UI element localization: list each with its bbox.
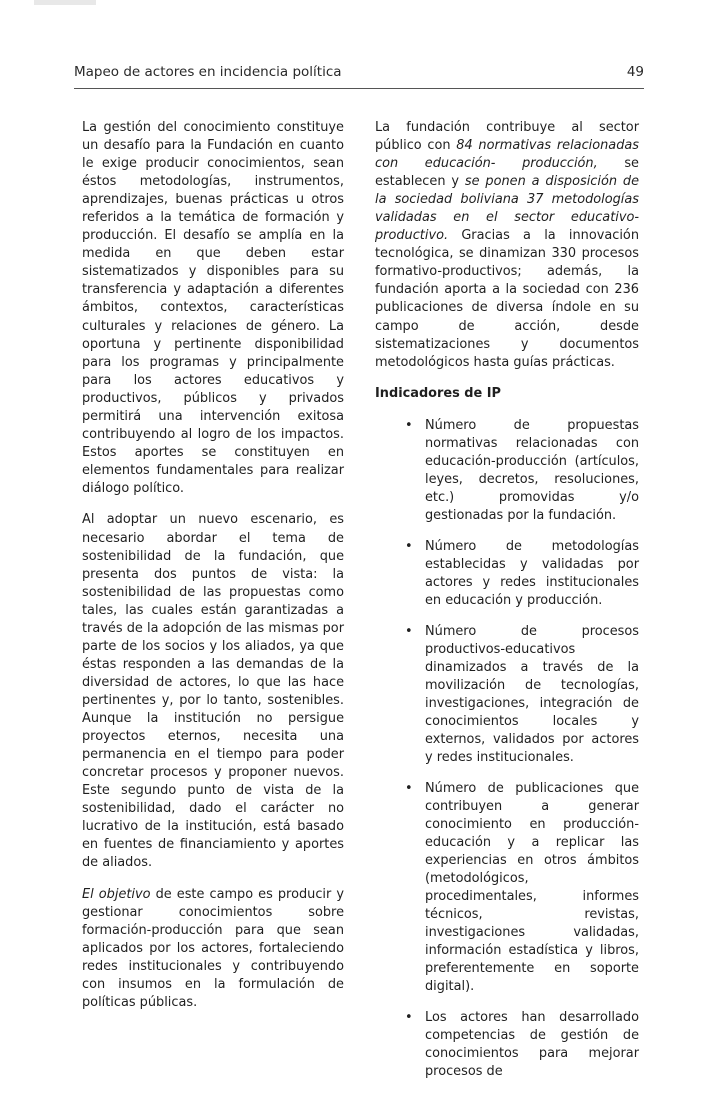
indicator-item	[375, 538, 639, 610]
contribution-emphasis-2: se ponen a disposición de la sociedad boliviana 37 metodologías validadas en el sector educativo-productivo.	[375, 174, 639, 244]
indicator-text: Número de propuestas normativas relacionadas con educación-producción (artículos, leyes, decretos, resoluciones, etc.) promovidas y/o gestionadas por la fundación.	[425, 418, 639, 524]
indicator-text: Los actores han desarrollado competencias de gestión de conocimientos para mejorar procesos de	[425, 1009, 639, 1079]
objective-text: de este campo es producir y gestionar conocimientos sobre formación-producción para que sean aplicados por los actores, fortaleciendo redes institucionales y contribuyendo con insumos en la formulación de políticas públicas.	[82, 886, 344, 1011]
paragraph-objective	[82, 886, 344, 1012]
contribution-text-c: Gracias a la innovación tecnológica, se dinamizan 330 procesos formativo-productivos; además, la fundación aporta a la sociedad con 236 publicaciones de diversa índole en su campo de acción, desde sistematizaciones y documentos metodológicos hasta guías prácticas.	[375, 228, 639, 370]
indicators-heading: Indicadores de IP	[375, 386, 502, 402]
indicator-item	[375, 417, 639, 525]
left-column	[82, 119, 344, 1026]
contribution-emphasis-1: 84 normativas relacionadas con educación- producción,	[375, 138, 639, 172]
indicator-text: Número de publicaciones que contribuyen a generar conocimiento en producción- educación y a replicar las experiencias en otros ámbitos (metodológicos, procedimentales, informes técnicos, revistas, investigaciones validadas, información estadística y libros, preferentemente en soporte digital).	[425, 780, 639, 995]
running-header	[74, 64, 644, 80]
paragraph-sustainability: Al adoptar un nuevo escenario, es necesario abordar el tema de sostenibilidad de la fundación, que presenta dos puntos de vista: la sostenibilidad de las propuestas como tales, las cuales están garantizadas a través de la adopción de las mismas por parte de los socios y los aliados, ya que éstas responden a las demandas de la diversidad de actores, lo que las hace pertinentes y, por lo tanto, sostenibles. Aunque la institución no persigue proyectos eternos, necesita una permanencia en el tiempo para poder concretar procesos y proponer nuevos. Este segundo punto de vista de la sostenibilidad, dado el carácter no lucrativo de la institución, está basado en fuentes de financiamiento y aportes de aliados.	[82, 512, 344, 871]
bullet-icon: •	[405, 623, 413, 639]
bullet-icon: •	[405, 418, 413, 434]
scan-corner-mark	[34, 0, 96, 5]
paragraph-knowledge-management: La gestión del conocimiento constituye un desafío para la Fundación en cuanto le exige producir conocimientos, sean éstos metodologías, instrumentos, aprendizajes, buenas prácticas u otros referidos a la temática de formación y producción. El desafío se amplía en la medida en que deben estar sistematizados y disponibles para su transferencia y adaptación a diferentes ámbitos, contextos, características culturales y relaciones de género. La oportuna y pertinente disponibilidad para los programas y principalmente para los actores educativos y productivos, públicos y privados permitirá una intervención exitosa contribuyendo al logro de los impactos. Estos aportes se constituyen en elementos fundamentales para realizar diálogo político.	[82, 120, 344, 496]
bullet-icon: •	[405, 780, 413, 796]
contribution-text-a: La fundación contribuye al sector público con	[375, 120, 639, 154]
indicator-text: Número de procesos productivos-educativos dinamizados a través de la movilización de tecnologías, investigaciones, integración de conocimientos locales y externos, validados por actores y redes institucionales.	[425, 623, 639, 765]
page-number: 49	[626, 64, 644, 80]
right-column	[375, 119, 639, 1093]
indicator-text: Número de metodologías establecidas y validadas por actores y redes institucionales en educación y producción.	[425, 538, 639, 609]
paragraph-contribution	[375, 119, 639, 372]
running-title: Mapeo de actores en incidencia política	[74, 64, 342, 80]
bullet-icon: •	[405, 538, 413, 554]
contribution-text-b: se establecen y	[375, 156, 639, 190]
header-rule	[74, 88, 644, 89]
indicator-item	[375, 1009, 639, 1081]
indicators-list	[375, 417, 639, 1081]
indicator-item	[375, 780, 639, 997]
bullet-icon: •	[405, 1009, 413, 1025]
indicator-item	[375, 623, 639, 767]
objective-emphasis: El objetivo	[82, 886, 151, 902]
